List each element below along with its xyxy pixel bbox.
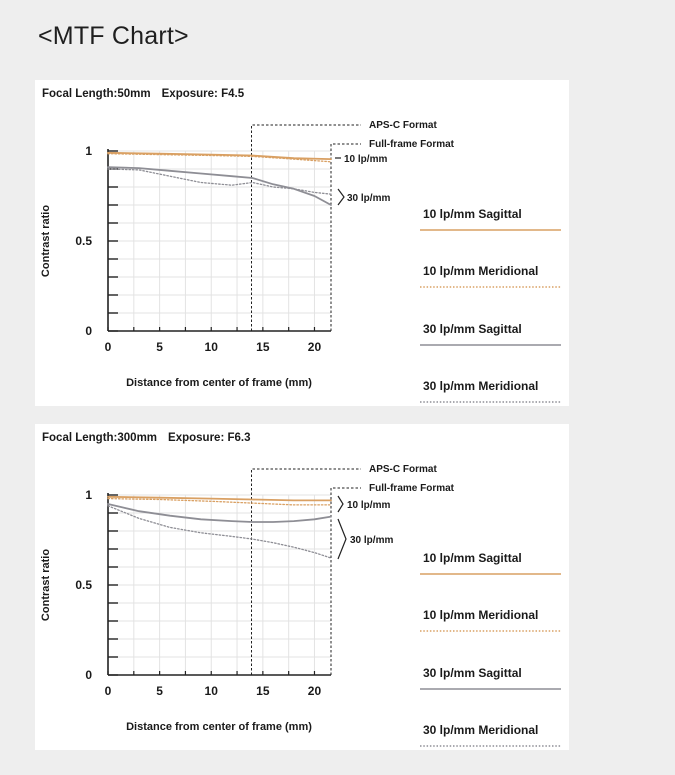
exposure-label: Exposure: F4.5	[161, 88, 245, 100]
aps-c-format-label: APS-C Format	[369, 120, 437, 131]
exposure-label: Exposure: F6.3	[168, 432, 251, 444]
series-line-30-lp-mm-meridional	[108, 506, 331, 558]
series-line-10-lp-mm-sagittal	[108, 497, 331, 501]
y-axis-title: Contrast ratio	[40, 548, 52, 622]
x-tick-label: 20	[307, 684, 322, 698]
legend-label: 30 lp/mm Sagittal	[423, 666, 522, 680]
x-tick-label: 0	[104, 684, 112, 698]
legend-label: 30 lp/mm Sagittal	[423, 322, 522, 336]
y-tick-label: 1	[85, 144, 92, 158]
annotation-30-bracket	[338, 519, 346, 559]
annotation-10-bracket	[338, 496, 343, 512]
legend-label: 10 lp/mm Meridional	[423, 264, 539, 278]
annotation-30-lp-mm: 30 lp/mm	[347, 193, 391, 204]
x-tick-label: 5	[156, 684, 163, 698]
mtf-panel-2	[35, 424, 569, 750]
full-frame-marker-line	[331, 144, 361, 331]
full-frame-format-label: Full-frame Format	[369, 483, 455, 494]
y-tick-label: 0.5	[75, 234, 92, 248]
full-frame-marker-line	[331, 488, 361, 675]
focal-length-label: Focal Length:300mm	[42, 432, 158, 444]
annotation-10-lp-mm: 10 lp/mm	[347, 500, 391, 511]
annotation-30-lp-mm: 30 lp/mm	[350, 535, 394, 546]
x-axis-title: Distance from center of frame (mm)	[126, 721, 312, 733]
x-tick-label: 10	[204, 684, 218, 698]
x-tick-label: 0	[104, 340, 112, 354]
legend-label: 10 lp/mm Sagittal	[423, 207, 522, 221]
mtf-chart-2-svg	[35, 424, 569, 750]
full-frame-format-label: Full-frame Format	[369, 139, 455, 150]
plot-grid	[108, 151, 331, 331]
y-tick-label: 0	[85, 324, 92, 338]
annotation-10-lp-mm: 10 lp/mm	[344, 154, 388, 165]
legend-label: 30 lp/mm Meridional	[423, 723, 539, 737]
x-tick-label: 10	[204, 340, 218, 354]
x-tick-label: 20	[307, 340, 322, 354]
series-line-30-lp-mm-sagittal	[108, 167, 331, 205]
x-tick-label: 15	[256, 340, 270, 354]
legend-label: 30 lp/mm Meridional	[423, 379, 539, 393]
page-title: <MTF Chart>	[38, 22, 189, 50]
legend-label: 10 lp/mm Sagittal	[423, 551, 522, 565]
aps-c-format-label: APS-C Format	[369, 464, 437, 475]
y-tick-label: 0.5	[75, 578, 92, 592]
y-axis-title: Contrast ratio	[40, 204, 52, 278]
x-tick-label: 5	[156, 340, 163, 354]
y-tick-label: 0	[85, 668, 92, 682]
mtf-chart-1-svg	[35, 80, 569, 406]
focal-length-label: Focal Length:50mm	[42, 88, 151, 100]
plot-grid	[108, 495, 331, 675]
x-axis-title: Distance from center of frame (mm)	[126, 377, 312, 389]
legend-label: 10 lp/mm Meridional	[423, 608, 539, 622]
mtf-panel-1	[35, 80, 569, 406]
x-tick-label: 15	[256, 684, 270, 698]
annotation-30-bracket	[338, 189, 344, 205]
y-tick-label: 1	[85, 488, 92, 502]
